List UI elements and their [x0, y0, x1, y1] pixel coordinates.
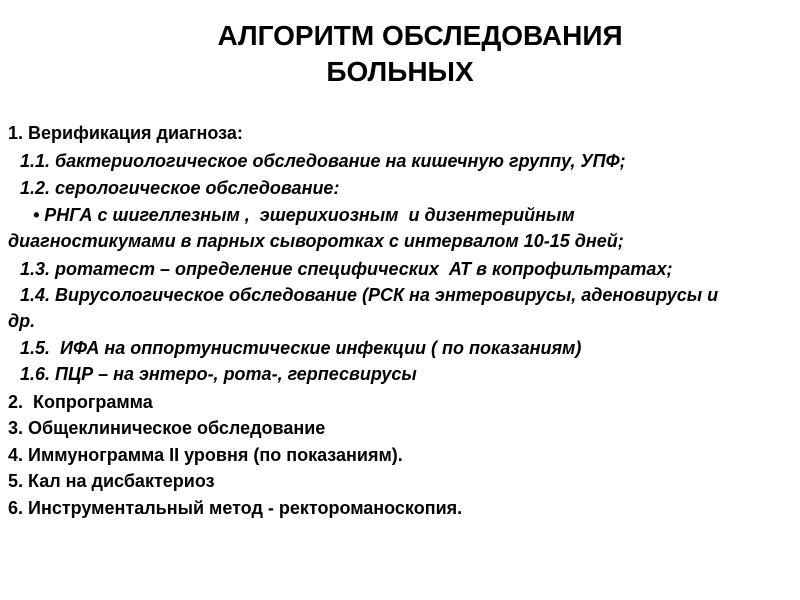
item-3: 3. Общеклиническое обследование	[8, 418, 326, 438]
subitem-1-2-bullet-line-2: диагностикумами в парных сыворотках с интервалом 10-15 дней;	[8, 231, 624, 251]
section-1-heading: 1. Верификация диагноза:	[8, 123, 243, 143]
subitem-1-3: 1.3. ротатест – определение специфических АТ в копрофильтратах;	[20, 259, 673, 279]
subitem-1-4-line-2: др.	[8, 311, 36, 331]
subitem-1-4-line-1: 1.4. Вирусологическое обследование (РСК на энтеровирусы, аденовирусы и	[20, 285, 719, 305]
subitem-1-1: 1.1. бактериологическое обследование на кишечную группу, УПФ;	[20, 151, 626, 171]
title-line-2: БОЛЬНЫХ	[326, 56, 474, 87]
title-line-1: АЛГОРИТМ ОБСЛЕДОВАНИЯ	[217, 20, 623, 51]
subitem-1-6: 1.6. ПЦР – на энтеро-, рота-, герпесвирусы	[20, 364, 417, 384]
item-4: 4. Иммунограмма II уровня (по показаниям).	[8, 445, 403, 465]
item-6: 6. Инструментальный метод - ректороманоскопия.	[8, 498, 463, 518]
item-5: 5. Кал на дисбактериоз	[8, 471, 215, 491]
subitem-1-2-bullet-line-1: • РНГА с шигеллезным , эшерихиозным и дизентерийным	[33, 205, 575, 225]
subitem-1-5: 1.5. ИФА на оппортунистические инфекции ( по показаниям)	[20, 338, 582, 358]
subitem-1-2: 1.2. серологическое обследование:	[20, 178, 340, 198]
item-2: 2. Копрограмма	[8, 392, 153, 412]
